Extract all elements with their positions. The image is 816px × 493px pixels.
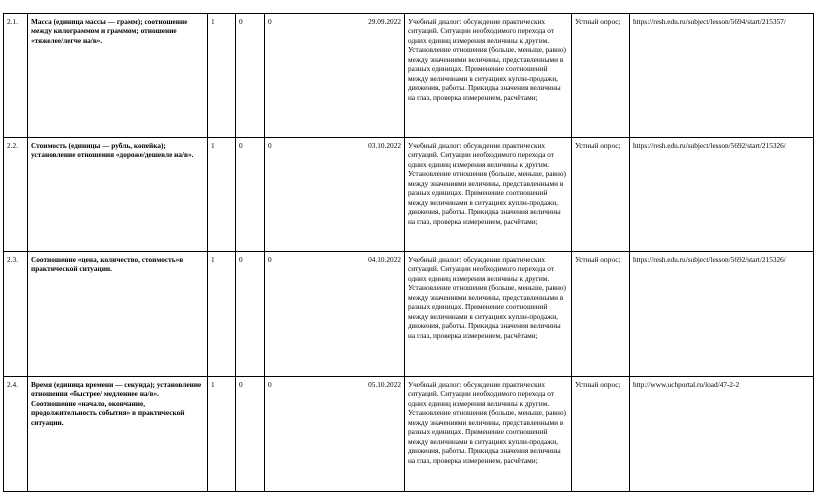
lesson-topic: Стоимость (единицы — рубль, копейка); установление отношения «дороже/дешевле на/в».: [28, 138, 208, 252]
control-form: Устный опрос;: [572, 377, 630, 492]
hours-practice: 0: [268, 380, 272, 389]
lesson-date-value: 03.10.2022: [368, 141, 401, 150]
lesson-date-value: 04.10.2022: [368, 255, 401, 264]
lesson-activity: Учебный диалог: обсуждение практических ситуаций. Ситуации необходимого перехода от одних единиц измерения величины к другим. Установление отношения (больше, меньше, равно) между значениями величины, представленными в разных единицах. Применение соотношений между величинами в ситуациях купли-продажи, движения, работы. Прикидка значения величины на глаз, проверка измерением, расчётами;: [405, 14, 572, 138]
table-row: [4, 14, 814, 138]
hours-practice: 0: [268, 17, 272, 26]
lesson-activity: Учебный диалог: обсуждение практических ситуаций. Ситуации необходимого перехода от одних единиц измерения величины к другим. Установление отношения (больше, меньше, равно) между значениями величины, представленными в разных единицах. Применение соотношений между величинами в ситуациях купли-продажи, движения, работы. Прикидка значения величины на глаз, проверка измерением, расчётами;: [405, 377, 572, 492]
lesson-date: [265, 377, 405, 492]
lesson-date-value: 29.09.2022: [368, 17, 401, 26]
hours-control: 0: [236, 138, 265, 252]
hours-practice: 0: [268, 255, 272, 264]
hours-total: 1: [208, 138, 236, 252]
lesson-date: [265, 252, 405, 377]
lesson-topic: Масса (единица массы — грамм); соотношение между килограммом и граммом; отношение «тяжелее/легче на/в».: [28, 14, 208, 138]
resource-link[interactable]: https://resh.edu.ru/subject/lesson/5692/start/215326/: [630, 138, 814, 252]
table-row: [4, 252, 814, 377]
lesson-number: 2.3.: [4, 252, 28, 377]
lesson-plan-table: [3, 13, 814, 492]
control-form: Устный опрос;: [572, 14, 630, 138]
hours-control: 0: [236, 14, 265, 138]
control-form: Устный опрос;: [572, 138, 630, 252]
lesson-activity: Учебный диалог: обсуждение практических ситуаций. Ситуации необходимого перехода от одних единиц измерения величины к другим. Установление отношения (больше, меньше, равно) между значениями величины, представленными в разных единицах. Применение соотношений между величинами в ситуациях купли-продажи, движения, работы. Прикидка значения величины на глаз, проверка измерением, расчётами;: [405, 252, 572, 377]
table-row: [4, 138, 814, 252]
hours-total: 1: [208, 14, 236, 138]
hours-control: 0: [236, 252, 265, 377]
lesson-number: 2.1.: [4, 14, 28, 138]
resource-link[interactable]: http://www.uchportal.ru/load/47-2-2: [630, 377, 814, 492]
lesson-topic: Время (единица времени — секунда); установление отношения «быстрее/ медленнее на/в». Соотношение «начало, окончание, продолжительность события» в практической ситуации.: [28, 377, 208, 492]
lesson-date-value: 05.10.2022: [368, 380, 401, 389]
table-row: [4, 377, 814, 492]
lesson-date: [265, 14, 405, 138]
resource-link[interactable]: https://resh.edu.ru/subject/lesson/5694/start/215357/: [630, 14, 814, 138]
control-form: Устный опрос;: [572, 252, 630, 377]
hours-control: 0: [236, 377, 265, 492]
lesson-number: 2.4.: [4, 377, 28, 492]
hours-practice: 0: [268, 141, 272, 150]
hours-total: 1: [208, 252, 236, 377]
hours-total: 1: [208, 377, 236, 492]
lesson-topic: Соотношение «цена, количество, стоимость»в практической ситуации.: [28, 252, 208, 377]
lesson-date: [265, 138, 405, 252]
lesson-number: 2.2.: [4, 138, 28, 252]
lesson-activity: Учебный диалог: обсуждение практических ситуаций. Ситуации необходимого перехода от одних единиц измерения величины к другим. Установление отношения (больше, меньше, равно) между значениями величины, представленными в разных единицах. Применение соотношений между величинами в ситуациях купли-продажи, движения, работы. Прикидка значения величины на глаз, проверка измерением, расчётами;: [405, 138, 572, 252]
resource-link[interactable]: https://resh.edu.ru/subject/lesson/5692/start/215326/: [630, 252, 814, 377]
